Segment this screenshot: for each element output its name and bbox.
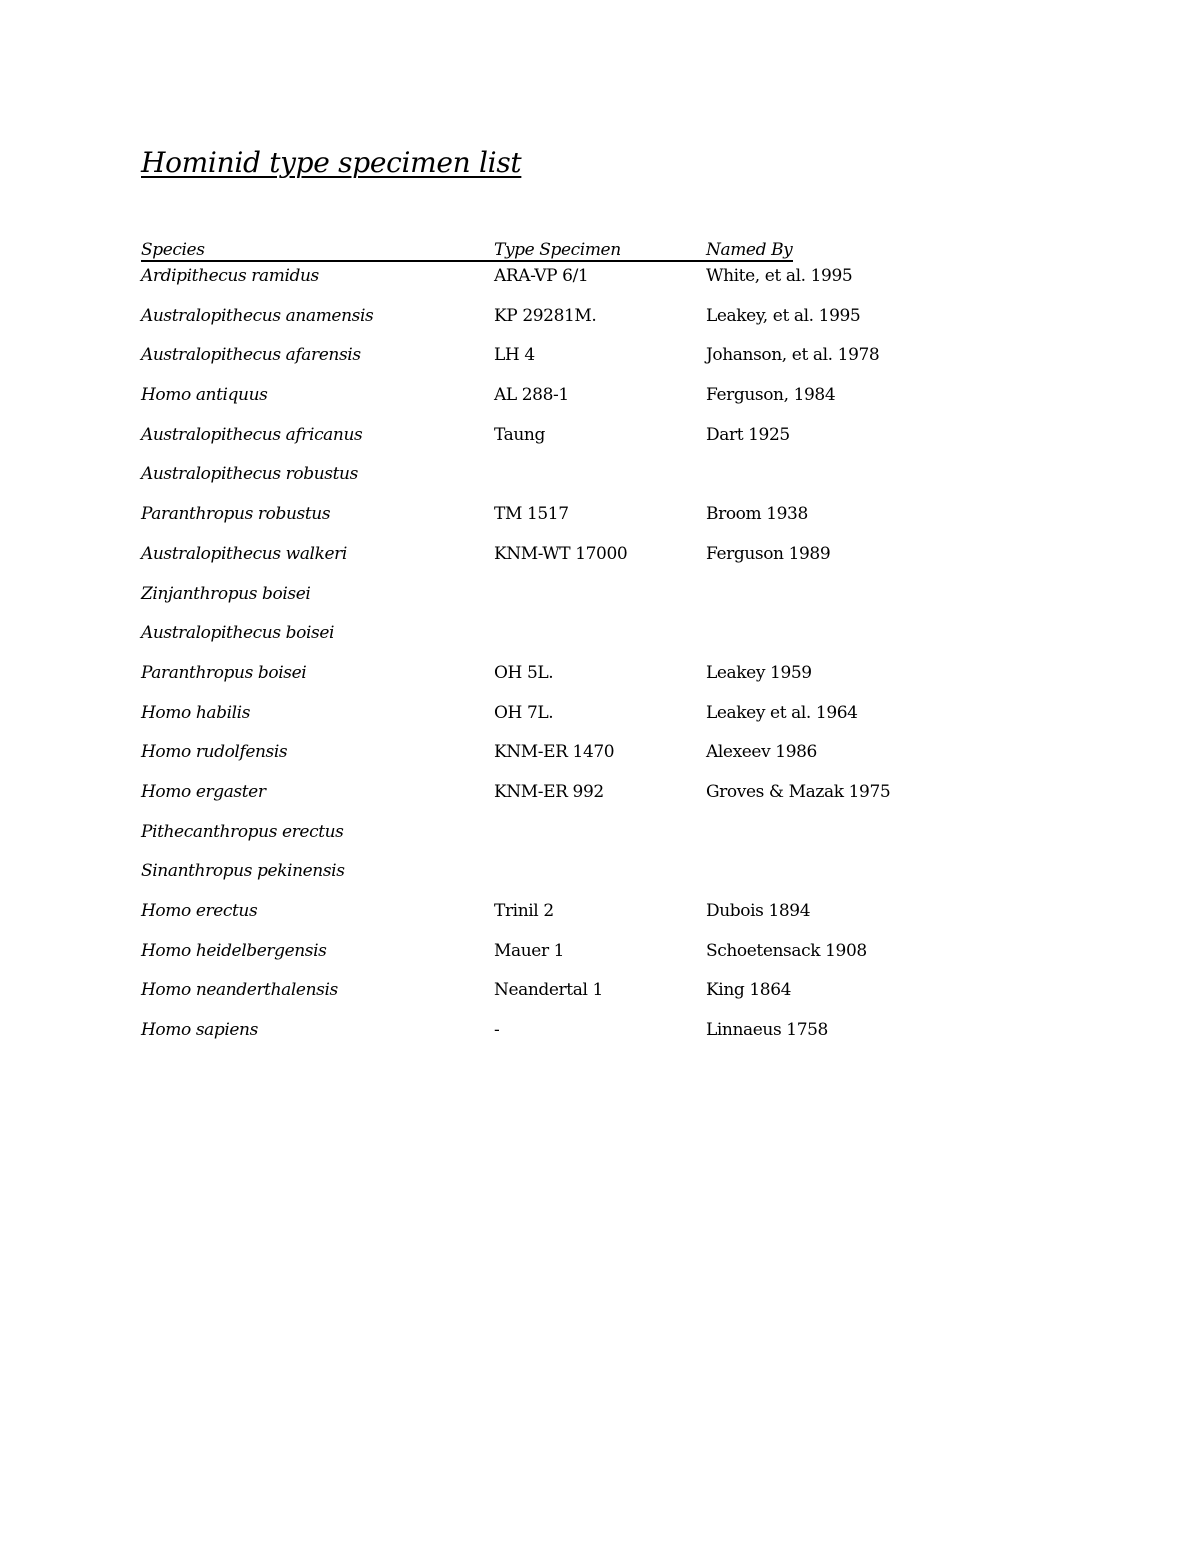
named-by-cell: Groves & Mazak 1975	[706, 781, 891, 802]
species-cell: Pithecanthropus erectus	[141, 821, 344, 842]
species-cell: Homo antiquus	[141, 385, 268, 406]
table-row	[141, 262, 853, 302]
named-by-cell: Linnaeus 1758	[706, 1020, 828, 1041]
species-cell: Homo heidelbergensis	[141, 940, 327, 961]
named-by-cell: Leakey 1959	[706, 662, 812, 683]
type-specimen-cell: KP 29281M.	[494, 305, 597, 326]
type-specimen-cell: OH 7L.	[494, 702, 554, 723]
named-by-cell: Dart 1925	[706, 424, 790, 445]
type-specimen-cell: OH 5L.	[494, 662, 554, 683]
table-row	[141, 341, 880, 381]
table-row	[141, 421, 793, 461]
type-specimen-cell: Neandertal 1	[494, 980, 603, 1001]
named-by-cell: Johanson, et al. 1978	[706, 345, 880, 366]
table-row	[141, 857, 793, 897]
species-cell: Homo erectus	[141, 901, 258, 921]
named-by-cell: Schoetensack 1908	[706, 940, 867, 961]
table-row	[141, 460, 793, 500]
species-cell: Homo ergaster	[141, 781, 266, 802]
table-row	[141, 619, 793, 659]
type-specimen-cell: Trinil 2	[494, 901, 554, 921]
type-specimen-cell: ARA-VP 6/1	[494, 266, 589, 286]
species-cell: Homo habilis	[141, 702, 251, 723]
type-specimen-cell: TM 1517	[494, 504, 569, 525]
species-cell: Paranthropus robustus	[141, 504, 331, 525]
named-by-cell: Broom 1938	[706, 504, 808, 525]
column-header-type-specimen: Type Specimen	[494, 240, 621, 260]
table-row	[141, 778, 891, 818]
type-specimen-cell: AL 288-1	[494, 385, 569, 406]
type-specimen-cell: Taung	[494, 424, 545, 445]
named-by-cell: Alexeev 1986	[706, 742, 817, 763]
species-cell: Homo rudolfensis	[141, 742, 288, 763]
table-row	[141, 937, 867, 977]
table-row	[141, 659, 812, 699]
table-row	[141, 897, 811, 937]
type-specimen-cell: KNM-ER 1470	[494, 742, 615, 763]
table-row	[141, 699, 858, 739]
table-row	[141, 302, 861, 342]
species-cell: Australopithecus afarensis	[141, 345, 361, 366]
table-row	[141, 580, 793, 620]
species-cell: Paranthropus boisei	[141, 662, 307, 683]
type-specimen-cell: KNM-ER 992	[494, 781, 604, 802]
table-row	[141, 738, 817, 778]
type-specimen-cell: Mauer 1	[494, 940, 565, 961]
named-by-cell: White, et al. 1995	[706, 266, 853, 286]
specimen-table	[141, 238, 891, 1056]
table-row	[141, 540, 831, 580]
column-header-species: Species	[141, 240, 205, 260]
table-row	[141, 381, 836, 421]
species-cell: Ardipithecus ramidus	[141, 266, 319, 286]
named-by-cell: Leakey, et al. 1995	[706, 305, 861, 326]
table-body	[141, 262, 891, 1056]
named-by-cell: King 1864	[706, 980, 792, 1001]
table-row	[141, 500, 808, 540]
type-specimen-cell: LH 4	[494, 345, 535, 366]
species-cell: Zinjanthropus boisei	[141, 583, 311, 604]
column-header-named-by: Named By	[706, 240, 793, 260]
type-specimen-cell: -	[494, 1020, 500, 1041]
species-cell: Sinanthropus pekinensis	[141, 861, 345, 882]
type-specimen-cell: KNM-WT 17000	[494, 543, 628, 564]
species-cell: Australopithecus walkeri	[141, 543, 347, 564]
table-row	[141, 1016, 828, 1056]
species-cell: Australopithecus anamensis	[141, 305, 374, 326]
named-by-cell: Dubois 1894	[706, 901, 811, 921]
named-by-cell: Ferguson 1989	[706, 543, 831, 564]
named-by-cell: Ferguson, 1984	[706, 385, 836, 406]
species-cell: Australopithecus robustus	[141, 464, 358, 485]
document-title: Hominid type specimen list	[141, 146, 522, 179]
table-row	[141, 818, 793, 858]
species-cell: Australopithecus africanus	[141, 424, 363, 445]
table-header-row	[141, 238, 793, 262]
named-by-cell: Leakey et al. 1964	[706, 702, 858, 723]
species-cell: Homo sapiens	[141, 1020, 258, 1041]
species-cell: Australopithecus boisei	[141, 623, 335, 644]
table-row	[141, 976, 793, 1016]
species-cell: Homo neanderthalensis	[141, 980, 338, 1001]
